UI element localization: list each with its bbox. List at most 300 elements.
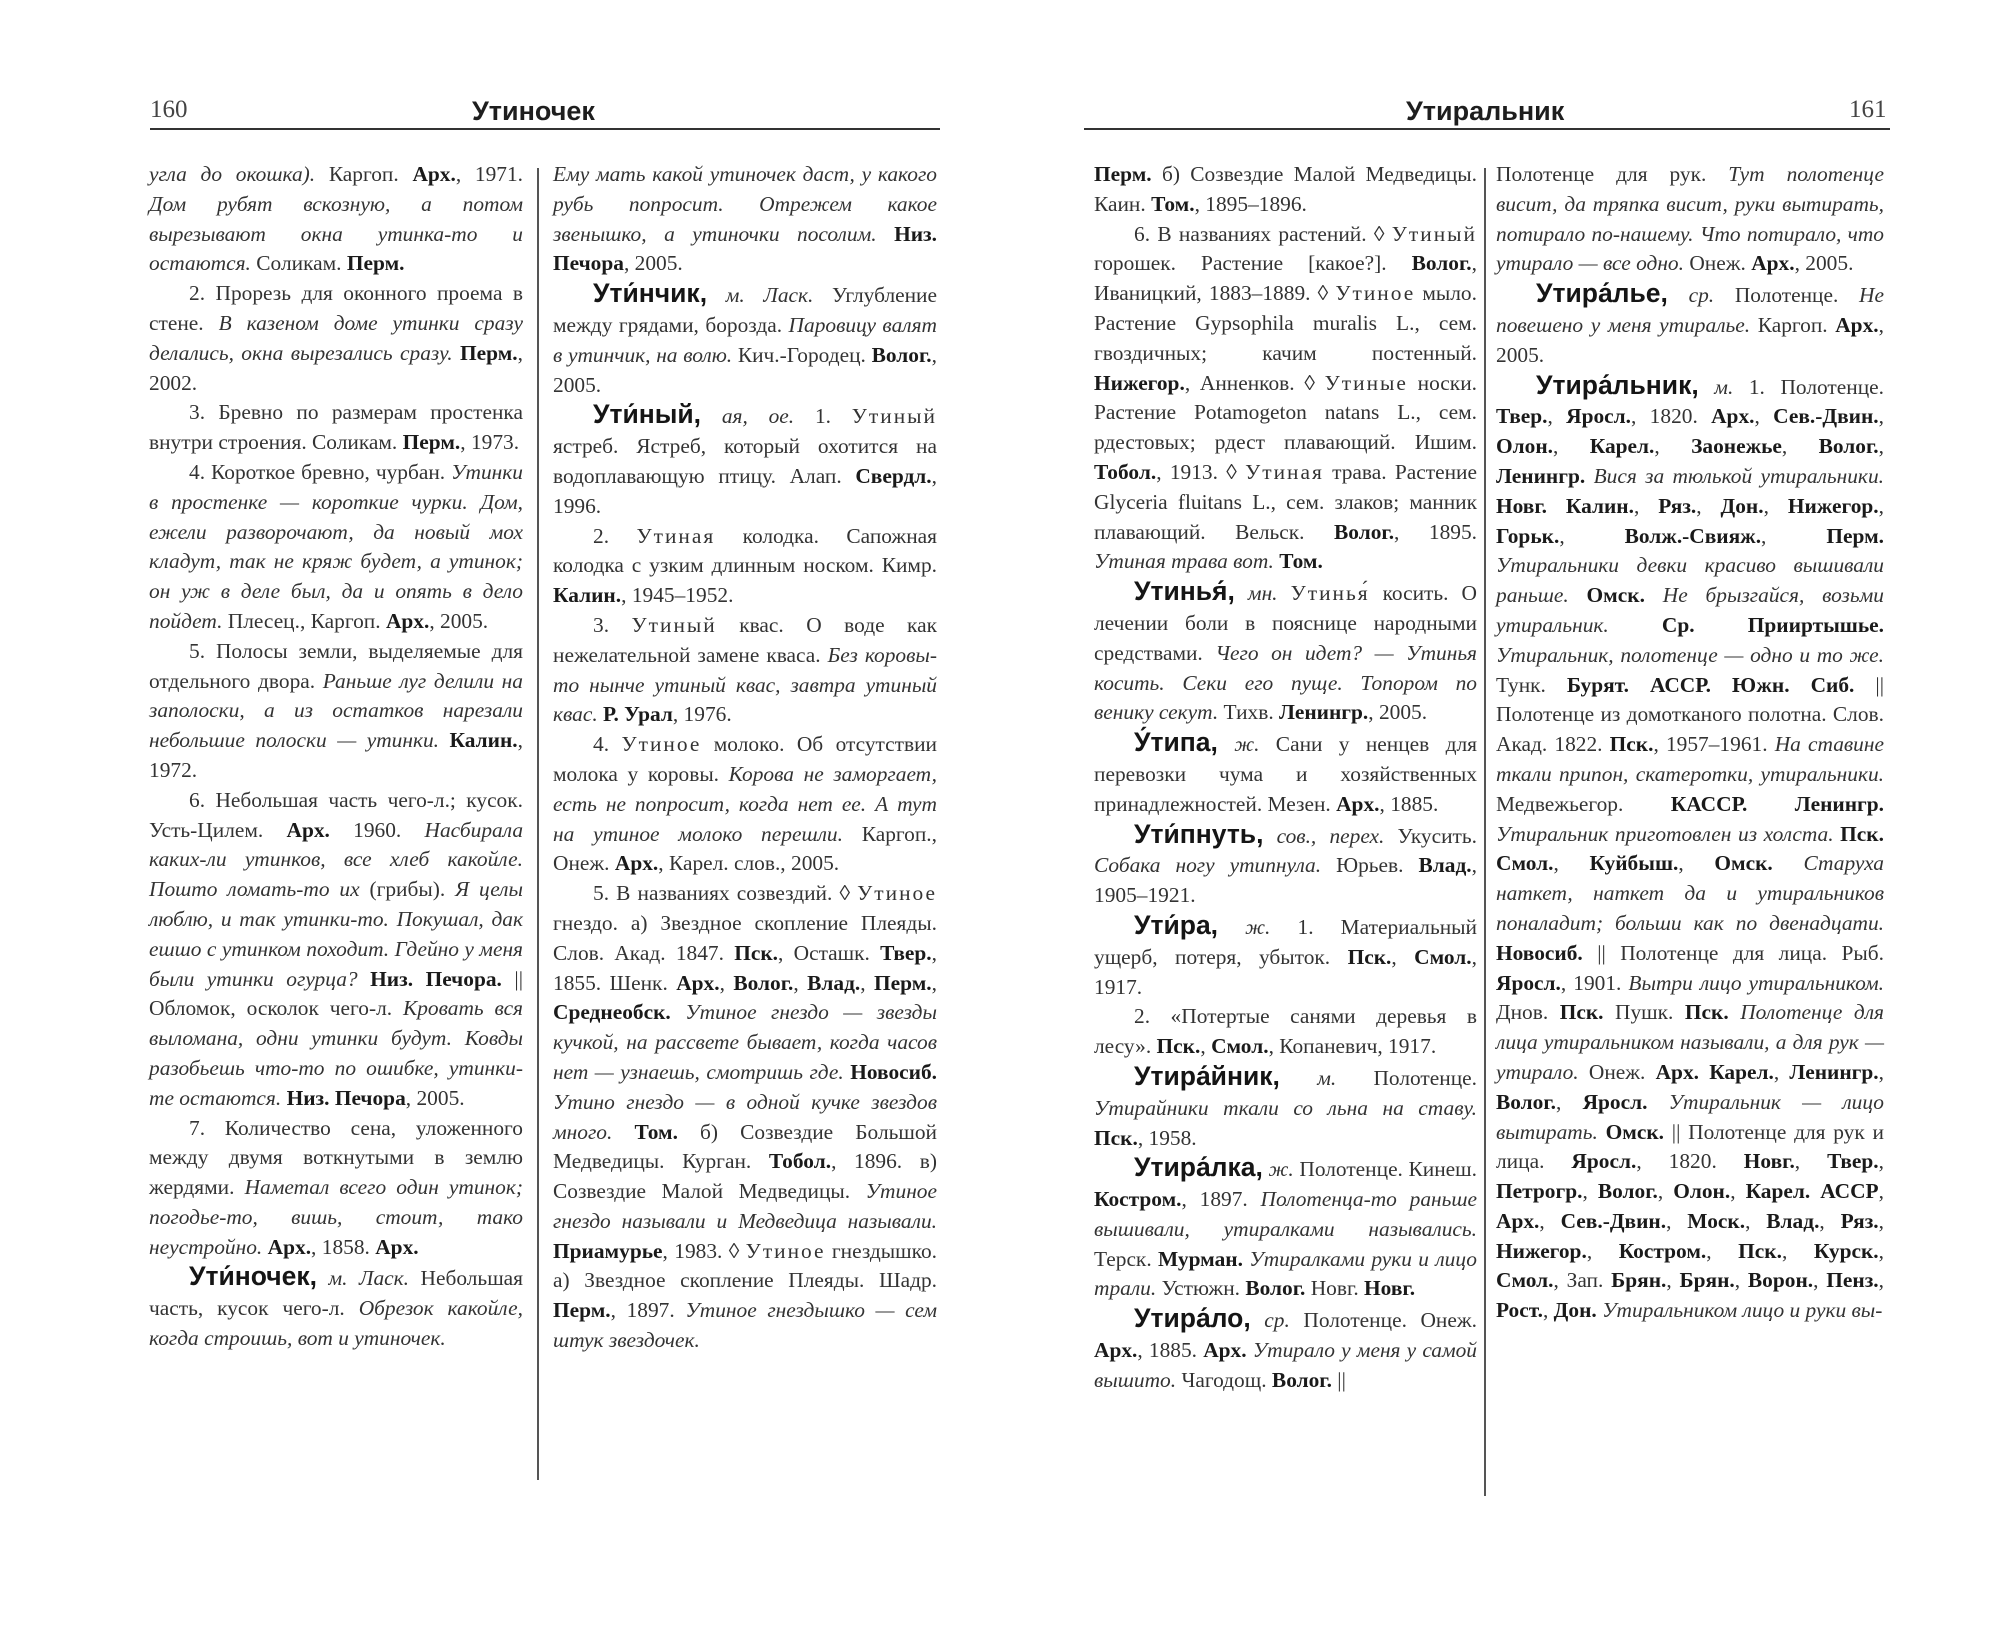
text-run: , 2005. — [1794, 251, 1854, 276]
text-run: Медвежьегор. — [1496, 791, 1671, 816]
text-run: Углубление между грядами, борозда. — [553, 283, 937, 337]
text-run — [453, 341, 460, 365]
region-abbreviation: Дон. — [1553, 1298, 1597, 1323]
region-abbreviation: Ворон. — [1747, 1268, 1814, 1293]
text-run: , — [1553, 434, 1590, 459]
text-run: , — [1582, 1179, 1598, 1204]
region-abbreviation: Яросл. — [1582, 1089, 1648, 1114]
region-abbreviation: Твер. — [880, 940, 932, 965]
region-abbreviation: Перм. — [1094, 162, 1152, 186]
running-head-right: Утиральник — [1406, 96, 1565, 126]
text-run: , — [1878, 1268, 1884, 1293]
text-run: , — [1819, 1208, 1841, 1233]
text-run: Онеж. — [1578, 1059, 1656, 1084]
phrase-term: Утиные — [1324, 370, 1408, 395]
entry-paragraph — [1094, 220, 1477, 578]
region-abbreviation: Волог. — [1334, 519, 1395, 544]
region-abbreviation: Волог. — [1818, 434, 1879, 459]
text-run: Полотенце. Кинеш. — [1293, 1157, 1477, 1182]
text-run: , Иваницкий, 1883–1889. ◊ — [1094, 251, 1477, 306]
text-run: мыло. Растение Gypsophila muralis L., сем. гвоздичных; качим постенный. — [1094, 281, 1477, 365]
phrase-term: Утиный — [631, 612, 717, 637]
text-run: , — [1754, 404, 1774, 429]
text-run: , 2005. — [623, 251, 683, 276]
text-run: , — [1813, 1268, 1827, 1293]
region-abbreviation: Том. — [1279, 549, 1323, 574]
headword: Ути́пнуть, — [1134, 818, 1264, 849]
text-run: Небольшая часть, кусок чего-л. — [149, 1266, 523, 1321]
headword: У́типа, — [1134, 727, 1218, 758]
text-run: , 2005. — [553, 342, 937, 397]
text-run — [877, 222, 894, 246]
dictionary-entry — [1094, 728, 1477, 819]
text-run — [1810, 1179, 1820, 1203]
text-run: , 1917. — [1094, 944, 1477, 999]
region-abbreviation: Арх. — [1711, 404, 1755, 429]
region-abbreviation: Калин. — [1565, 493, 1634, 518]
region-abbreviation: Новосиб. — [1496, 940, 1583, 965]
text-run: (грибы). — [359, 877, 456, 902]
text-run: 6. В названиях растений. ◊ — [1134, 221, 1392, 246]
text-run: 2. «Потертые санями деревья в лесу». — [1094, 1004, 1477, 1059]
example-text: Полотенца-то раньше вышивали, утиралками назывались. — [1094, 1187, 1477, 1241]
text-run: , — [719, 970, 734, 995]
text-run: , 1983. ◊ — [662, 1238, 746, 1263]
example-text: ая, ое. — [721, 404, 795, 429]
region-abbreviation: Среднеобск. — [553, 1000, 671, 1025]
text-column-1 — [149, 160, 523, 1354]
example-text: Утино гнездо — в одной кучке звездов много. — [553, 1089, 937, 1144]
region-abbreviation: Карел. — [1709, 1059, 1774, 1084]
example-text: В казеном доме утинки сразу делались, окна вырезались сразу. — [149, 310, 524, 365]
example-text: м. Ласк. — [328, 1266, 410, 1291]
text-run — [1218, 732, 1234, 756]
region-abbreviation: Пск. — [1559, 1000, 1604, 1025]
text-run: , — [1586, 1238, 1619, 1263]
region-abbreviation: Куйбыш. — [1589, 851, 1679, 876]
text-run: , Копаневич, 1917. — [1268, 1034, 1437, 1059]
example-text: Утиралками руки и лицо трали. — [1094, 1246, 1477, 1301]
region-abbreviation: Арх. — [385, 608, 430, 633]
region-abbreviation: Карел. — [1745, 1179, 1811, 1204]
region-abbreviation: Влад. — [807, 970, 861, 995]
region-abbreviation: Брян. — [1611, 1268, 1667, 1293]
text-run: квас. О воде как нежелательной замене кваса. — [553, 612, 938, 667]
text-run: , — [1878, 1238, 1885, 1263]
region-abbreviation: Смол. — [1496, 851, 1554, 876]
region-abbreviation: Смол. — [1496, 1268, 1554, 1293]
text-run: , — [1730, 1179, 1746, 1204]
entry-paragraph — [149, 160, 523, 279]
example-text: Обрезок какойле, когда строишь, вот и утиночек. — [149, 1296, 523, 1351]
text-run: , — [1878, 1149, 1885, 1174]
region-abbreviation: Омск. — [1714, 851, 1773, 876]
text-run: , — [793, 970, 808, 995]
region-abbreviation: Перм. — [874, 970, 932, 995]
example-text: Не брызгайся, возьми утиральник. — [1496, 583, 1884, 637]
region-abbreviation: Пск. — [1840, 821, 1884, 846]
example-text: Дом рубят вскозную, а потом вырезывают окна утинка-то и остаются. — [149, 191, 523, 276]
region-abbreviation: Омск. — [1586, 583, 1645, 608]
text-run: , 1820. — [1636, 1149, 1744, 1174]
text-run — [1711, 673, 1732, 697]
text-run: , — [1763, 493, 1788, 518]
example-text: м. — [1317, 1065, 1337, 1090]
text-run: Онеж. — [1683, 251, 1752, 276]
example-text: угла до окошка). — [149, 162, 316, 186]
text-run: , — [1878, 1059, 1884, 1084]
region-abbreviation: Сев.-Двин. — [1773, 404, 1879, 429]
region-abbreviation: Новг. — [1364, 1276, 1416, 1301]
phrase-term: Утиное — [857, 881, 937, 906]
phrase-term: Утиное — [745, 1238, 826, 1263]
text-run: || — [1331, 1367, 1346, 1392]
text-run: носки. Растение Potamogeton natans L., сем. рдестовых; рдест плавающий. Ишим. — [1094, 370, 1477, 455]
region-abbreviation: Смол. — [1211, 1034, 1269, 1059]
region-abbreviation: Смол. — [1414, 944, 1472, 969]
phrase-term: Утиный — [851, 404, 937, 429]
region-abbreviation: Волог. — [1496, 1089, 1557, 1114]
region-abbreviation: Моск. — [1687, 1208, 1746, 1233]
example-text: Утиральники девки красиво вышивали раньше. — [1496, 553, 1884, 608]
text-run: , 1896. в) Созвездие Малой Медведицы. — [553, 1149, 937, 1204]
text-run: Полотенце. Онеж. — [1289, 1308, 1477, 1333]
region-abbreviation: Олон. — [1673, 1179, 1731, 1204]
region-abbreviation: Пенз. — [1826, 1268, 1879, 1293]
text-run: , — [1547, 404, 1567, 429]
region-abbreviation: Пск. — [1156, 1034, 1201, 1059]
dictionary-entry — [553, 279, 937, 400]
text-run: , 1905–1921. — [1094, 853, 1477, 908]
example-text: Вися за тюлькой утиральники. — [1593, 463, 1884, 488]
example-text: Утирало у меня у самой вышито. — [1094, 1338, 1478, 1392]
region-abbreviation: Бурят. — [1566, 672, 1629, 697]
region-abbreviation: Ленингр. — [1789, 1059, 1879, 1084]
text-run: 4. Короткое бревно, чурбан. — [189, 459, 452, 484]
example-text: Утиное гнездо называли и Медведица называли. — [553, 1179, 937, 1233]
region-abbreviation: Нижегор. — [1496, 1238, 1587, 1263]
example-text: Насбирала каких-ли утинков, все хлеб какойле. Пошто ломать-то их — [149, 817, 524, 902]
region-abbreviation: Волог. — [1245, 1276, 1306, 1301]
region-abbreviation: Арх. — [1751, 251, 1795, 276]
region-abbreviation: Заонежье — [1691, 434, 1782, 459]
text-run — [1747, 792, 1794, 816]
text-run — [1235, 581, 1248, 605]
text-run — [1699, 1060, 1709, 1084]
text-run: Кич.-Городец. — [732, 342, 872, 367]
text-run: Днов. — [1496, 1000, 1560, 1025]
example-text: ж. — [1268, 1157, 1294, 1182]
example-text: Ему мать какой утиночек даст, у какого рубь попросит. Отрежем какое звенышко, а утиночки посолим. — [553, 162, 937, 246]
text-run: 1. — [794, 404, 852, 429]
dictionary-entry — [1094, 1153, 1477, 1304]
headword: Утира́лка, — [1134, 1152, 1263, 1183]
text-run: , 1996. — [553, 463, 937, 518]
region-abbreviation: Пск. — [1738, 1238, 1782, 1263]
column-divider-left — [537, 168, 539, 1480]
text-run: Полотенце. — [1336, 1065, 1477, 1090]
text-run: Новг. — [1305, 1276, 1365, 1301]
phrase-term: Утиный — [1391, 221, 1477, 246]
text-run: , 1897. — [1181, 1187, 1261, 1212]
region-abbreviation: Пск. — [1094, 1125, 1138, 1150]
text-run: , — [1542, 1298, 1554, 1323]
region-abbreviation: Арх. — [1336, 791, 1380, 816]
region-abbreviation: Р. Урал — [603, 702, 673, 727]
text-run: Сани у ненцев для перевозки чума и хозяйственных принадлежностей. Мезен. — [1094, 732, 1477, 816]
example-text: Корова не заморгает, есть не попросит, когда нет ее. А тут на утиное молоко перешли. — [553, 761, 937, 846]
region-abbreviation: Пск. — [734, 940, 779, 965]
text-run — [1773, 851, 1804, 875]
example-text: Раньше луг делили на заполоски, а из остатков нарезали небольшие полоски — утинки. — [149, 668, 523, 753]
text-run: , — [1696, 493, 1721, 518]
text-run: , 2005. — [405, 1085, 465, 1110]
example-text: Собака ногу утипнула. — [1094, 853, 1322, 878]
text-run: 5. В названиях созвездий. ◊ — [593, 881, 858, 906]
example-text: Полотенце для лица утиральником называли, а для рук — утирало. — [1496, 1000, 1884, 1084]
example-text: Утиное гнездо — звезды кучкой, на рассвете бывает, когда часов нет — узнаешь, смотришь где. — [553, 1000, 937, 1084]
entry-paragraph — [553, 522, 937, 611]
text-run: , 2005. — [1496, 312, 1884, 367]
example-text: Утиральник, полотенце — одно и то же. — [1496, 642, 1884, 667]
text-run: , — [1657, 1179, 1674, 1204]
example-text: м. Ласк. — [725, 283, 814, 308]
text-run: , — [1706, 1238, 1739, 1263]
text-run: трава. Растение Glyceria fluitans L., сем. злаков; манник плавающий. Вельск. — [1094, 459, 1477, 544]
text-run: , — [1678, 851, 1715, 876]
text-run: 7. Количество сена, уложенного между двумя воткнутыми в землю жердями. — [149, 1115, 523, 1200]
text-run: || Обломок, осколок чего-л. — [149, 966, 523, 1021]
text-run — [1569, 583, 1587, 607]
region-abbreviation: Костром. — [1094, 1187, 1182, 1212]
region-abbreviation: Новосиб. — [850, 1059, 937, 1084]
region-abbreviation: Омск. — [1605, 1119, 1665, 1144]
text-run: , 1885. — [1137, 1338, 1204, 1363]
text-run: , 2005. — [1368, 700, 1428, 725]
text-run: , 1855. Шенк. — [553, 940, 937, 995]
right-page — [1000, 0, 2000, 1626]
text-run: , 1901. — [1560, 970, 1629, 995]
text-run: , — [1878, 404, 1884, 429]
region-abbreviation: Пск. — [1609, 732, 1654, 757]
region-abbreviation: Мурман. — [1158, 1246, 1243, 1271]
region-abbreviation: Арх. — [614, 851, 659, 876]
text-run: , Осташк. — [778, 940, 881, 965]
text-run — [439, 728, 450, 752]
region-abbreviation: Пск. — [1347, 944, 1392, 969]
region-abbreviation: Калин. — [553, 583, 622, 608]
region-abbreviation: Волог. — [1597, 1179, 1658, 1204]
text-column-3 — [1094, 160, 1477, 1396]
text-run: , — [1878, 1208, 1885, 1233]
region-abbreviation: Калин. — [449, 728, 518, 753]
text-run — [1263, 824, 1276, 848]
region-abbreviation: Ленингр. — [1496, 463, 1586, 488]
text-run — [1598, 1120, 1606, 1144]
text-run: 4. — [593, 732, 622, 757]
text-run: , — [1559, 523, 1625, 548]
dictionary-entry — [1496, 371, 1884, 1327]
text-run: , — [1666, 1208, 1688, 1233]
region-abbreviation: Арх. — [1835, 312, 1879, 337]
entry-paragraph — [1496, 160, 1884, 279]
text-run: , 1976. — [672, 702, 732, 727]
header-rule-right — [1084, 128, 1890, 130]
text-run: Полотенце для рук. — [1496, 162, 1729, 186]
text-run: , 1958. — [1137, 1125, 1197, 1150]
region-abbreviation: АССР. — [1649, 672, 1711, 697]
region-abbreviation: Тобол. — [768, 1149, 832, 1174]
text-run: , — [1666, 1268, 1680, 1293]
running-head-left: Утиночек — [472, 96, 595, 126]
phrase-term: Утиная — [1245, 459, 1324, 484]
region-abbreviation: Арх. — [286, 817, 330, 842]
headword: Утира́лье, — [1536, 278, 1668, 309]
region-abbreviation: Новг. — [1743, 1149, 1795, 1174]
text-run — [1699, 375, 1715, 399]
region-abbreviation: Арх. — [1496, 1208, 1540, 1233]
region-abbreviation: Волог. — [733, 970, 794, 995]
text-run: , — [1773, 1059, 1790, 1084]
text-run: Плесец., Каргоп. — [222, 608, 386, 633]
example-text: Старуха наткет, наткет да и утиральников поналадит; больши как по двенадцати. — [1496, 851, 1884, 935]
example-text: Не повешено у меня утиралье. — [1496, 283, 1884, 337]
region-abbreviation: Низ. Печора — [286, 1085, 406, 1110]
region-abbreviation: Перм. — [460, 340, 518, 365]
headword: Ути́нчик, — [593, 278, 708, 309]
text-run: , — [931, 970, 937, 995]
dictionary-entry — [149, 1262, 523, 1353]
dictionary-entry — [1094, 911, 1477, 1002]
column-divider-right — [1484, 168, 1486, 1496]
example-text: Чего он идет? — Утинья косить. Секи его пуще. Топором по венику секут. — [1094, 640, 1477, 725]
text-run: , 1971. — [455, 162, 524, 186]
entry-paragraph — [553, 611, 937, 730]
example-text: Тут полотенце висит, да тряпка висит, руки вытирать, потирало по-нашему. Что потирало, что утирало — все одно. — [1496, 162, 1884, 276]
region-abbreviation: Низ. Печора — [553, 221, 937, 276]
region-abbreviation: Волог. — [1271, 1367, 1332, 1392]
text-run: , — [1200, 1034, 1212, 1059]
text-run: молоко. Об отсутствии молока у коровы. — [553, 732, 938, 786]
region-abbreviation: Пск. — [1684, 1000, 1729, 1025]
text-run: Тунк. — [1496, 672, 1567, 697]
entry-paragraph — [1094, 1002, 1477, 1062]
text-run — [317, 1266, 328, 1290]
text-run — [707, 283, 726, 307]
text-run: Тихв. — [1218, 700, 1280, 725]
text-run: Каргоп., Онеж. — [553, 821, 937, 876]
text-run: , 2005. — [429, 608, 489, 633]
text-run: , — [1878, 434, 1885, 459]
text-run: Укусить. — [1384, 823, 1477, 848]
text-run: || Полотенце для лица. Рыб. — [1582, 940, 1884, 965]
text-run: || Полотенце из домотканого полотна. Слов. Акад. 1822. — [1496, 672, 1884, 757]
entry-paragraph — [1094, 160, 1477, 220]
example-text: ж. — [1245, 914, 1271, 939]
page-number-left: 160 — [150, 96, 188, 123]
text-run: , — [1539, 1208, 1561, 1233]
region-abbreviation: Твер. — [1496, 404, 1548, 429]
region-abbreviation: Перм. — [402, 430, 461, 455]
region-abbreviation: Арх. — [375, 1234, 419, 1259]
example-text: мн. — [1247, 581, 1278, 606]
text-run: гнездышко. а) Звездное скопление Плеяды. Шадр. — [553, 1238, 937, 1293]
text-run: гнездо. а) Звездное скопление Плеяды. Слов. Акад. 1847. — [553, 910, 937, 965]
text-run: , — [1794, 1149, 1828, 1174]
region-abbreviation: Твер. — [1827, 1149, 1879, 1174]
dictionary-entry — [1094, 1304, 1477, 1395]
text-run: 1960. — [329, 817, 425, 842]
text-run — [1647, 1090, 1668, 1114]
region-abbreviation: Новг. — [1496, 493, 1547, 518]
region-abbreviation: Волог. — [871, 342, 932, 367]
text-run: колодка. Сапожная колодка с узким длинным носком. Кимр. — [553, 523, 937, 578]
text-run — [612, 1120, 634, 1144]
text-run: , 2002. — [149, 340, 523, 395]
text-run: , Карел. слов., 2005. — [658, 851, 840, 876]
dictionary-entry — [1496, 279, 1884, 370]
dictionary-entry — [1094, 1062, 1477, 1153]
example-text: Утиральник — лицо вытирать. — [1496, 1089, 1884, 1144]
region-abbreviation: Горьк. — [1496, 523, 1560, 548]
region-abbreviation: Арх. — [412, 162, 456, 186]
headword: Ути́ра, — [1134, 909, 1219, 940]
dictionary-entry — [1094, 577, 1477, 728]
text-run: косить. О лечении боли в пояснице народными средствами. — [1094, 581, 1477, 665]
text-run — [1278, 581, 1291, 605]
text-run: 2. Прорезь для оконного проема в стене. — [149, 281, 523, 335]
entry-paragraph — [553, 879, 937, 1356]
region-abbreviation: Олон. — [1496, 434, 1554, 459]
region-abbreviation: АССР — [1820, 1179, 1879, 1204]
example-text: Паровицу валят в утинчик, на волю. — [553, 312, 937, 367]
text-run — [671, 1000, 685, 1024]
region-abbreviation: Костром. — [1618, 1238, 1707, 1263]
headword: Утира́йник, — [1134, 1060, 1280, 1091]
example-text: Я целы люблю, и так утинки-то. Покушал, дак ешшо с утинком походит. Гдейно у меня были утинки огурца? — [149, 877, 523, 991]
text-run: , — [1878, 1179, 1884, 1204]
region-abbreviation: Арх. — [676, 970, 720, 995]
text-run: 1. Материальный ущерб, потеря, убыток. — [1094, 914, 1477, 969]
text-run — [1668, 283, 1689, 307]
text-run: , — [1734, 1268, 1748, 1293]
entry-paragraph — [149, 458, 523, 637]
text-run: Пушк. — [1603, 1000, 1685, 1025]
example-text: ж. — [1234, 732, 1260, 757]
example-text: сов., перех. — [1276, 823, 1385, 848]
text-run: , 1913. ◊ — [1156, 459, 1246, 484]
region-abbreviation: Яросл. — [1496, 970, 1561, 995]
region-abbreviation: Ленингр. — [1794, 791, 1884, 816]
text-run: 5. Полосы земли, выделяемые для отдельного двора. — [149, 638, 523, 693]
text-column-4 — [1496, 160, 1884, 1326]
text-run: , 1957–1961. — [1653, 732, 1775, 757]
text-run: Каргоп. — [315, 162, 413, 186]
dictionary-entry — [553, 400, 937, 521]
text-run: 3. — [593, 612, 632, 637]
text-run: б) Созвездие Большой Медведицы. Курган. — [553, 1119, 937, 1174]
text-run — [1280, 1066, 1317, 1090]
text-run: Устюжн. — [1156, 1276, 1246, 1301]
text-run: Соликам. — [250, 251, 347, 276]
region-abbreviation: Арх. — [1655, 1059, 1699, 1084]
text-run: , — [1654, 434, 1692, 459]
headword: Утинья́, — [1134, 576, 1235, 607]
text-run: , 1820. — [1631, 404, 1712, 429]
example-text: м. — [1714, 374, 1734, 399]
region-abbreviation: КАССР. — [1670, 791, 1748, 816]
region-abbreviation: Ряз. — [1840, 1208, 1879, 1233]
